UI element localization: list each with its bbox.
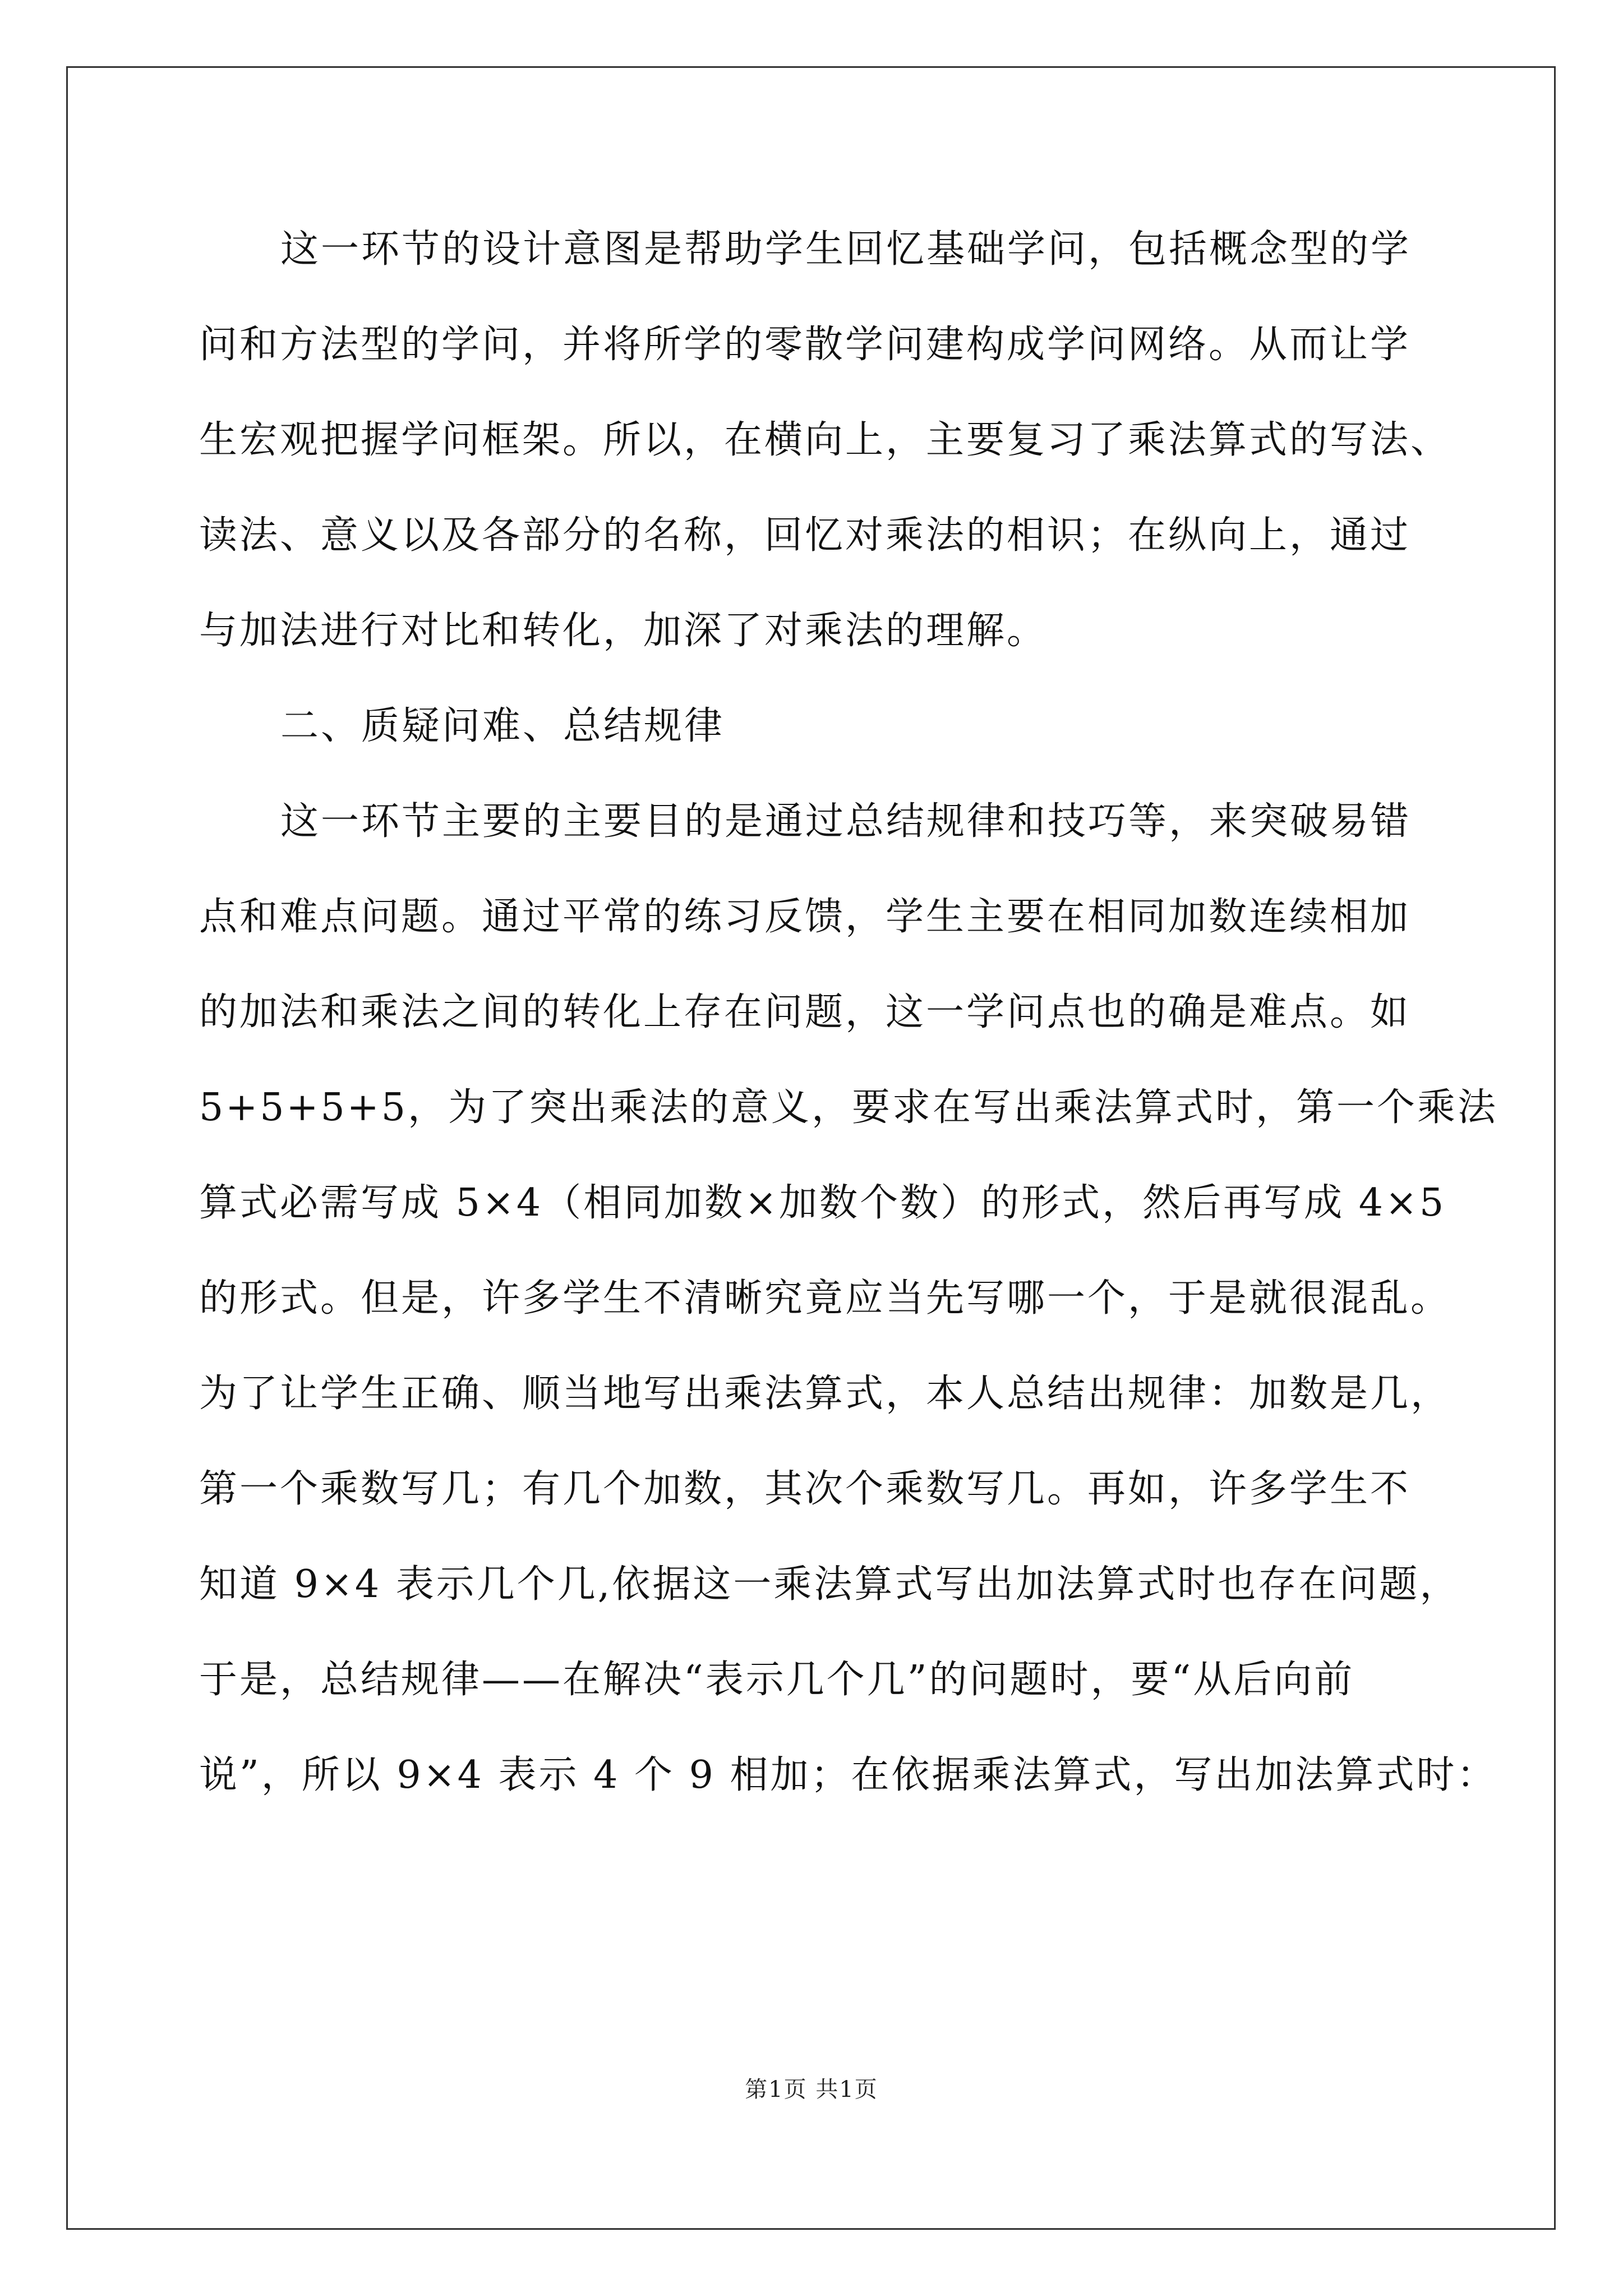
paragraph-2-line-6: 的形式。但是，许多学生不清晰究竟应当先写哪一个，于是就很混乱。 — [199, 1276, 1451, 1320]
paragraph-1-line-2: 问和方法型的学问，并将所学的零散学问建构成学问网络。从而让学 — [199, 323, 1411, 367]
paragraph-2-line-4: 5+5+5+5，为了突出乘法的意义，要求在写出乘法算式时，第一个乘法 — [199, 1085, 1498, 1130]
page-number-footer: 第1页 共1页 — [745, 2077, 878, 2102]
section-heading: 二、质疑问难、总结规律 — [280, 704, 725, 748]
paragraph-2-line-7: 为了让学生正确、顺当地写出乘法算式，本人总结出规律：加数是几， — [199, 1372, 1451, 1416]
paragraph-2-line-11: 说”，所以 9×4 表示 4 个 9 相加；在依据乘法算式，写出加法算式时： — [199, 1753, 1497, 1797]
paragraph-1-line-3: 生宏观把握学问框架。所以，在横向上，主要复习了乘法算式的写法、 — [199, 418, 1451, 462]
paragraph-1-line-1: 这一环节的设计意图是帮助学生回忆基础学问，包括概念型的学 — [280, 227, 1412, 272]
paragraph-2-line-3: 的加法和乘法之间的转化上存在问题，这一学问点也的确是难点。如 — [199, 990, 1411, 1034]
page-border — [66, 66, 1556, 2230]
paragraph-2-line-9: 知道 9×4 表示几个几,依据这一乘法算式写出加法算式时也存在问题， — [199, 1562, 1460, 1607]
paragraph-1-line-5: 与加法进行对比和转化，加深了对乘法的理解。 — [199, 609, 1048, 653]
paragraph-2-line-8: 第一个乘数写几；有几个加数，其次个乘数写几。再如，许多学生不 — [199, 1467, 1411, 1511]
paragraph-1-line-4: 读法、意义以及各部分的名称，回忆对乘法的相识；在纵向上，通过 — [199, 513, 1411, 558]
paragraph-2-line-1: 这一环节主要的主要目的是通过总结规律和技巧等，来突破易错 — [280, 799, 1412, 844]
paragraph-2-line-5: 算式必需写成 5×4（相同加数×加数个数）的形式，然后再写成 4×5 — [199, 1181, 1446, 1225]
paragraph-2-line-2: 点和难点问题。通过平常的练习反馈，学生主要在相同加数连续相加 — [199, 895, 1411, 939]
paragraph-2-line-10: 于是，总结规律——在解决“表示几个几”的问题时，要“从后向前 — [199, 1658, 1355, 1702]
